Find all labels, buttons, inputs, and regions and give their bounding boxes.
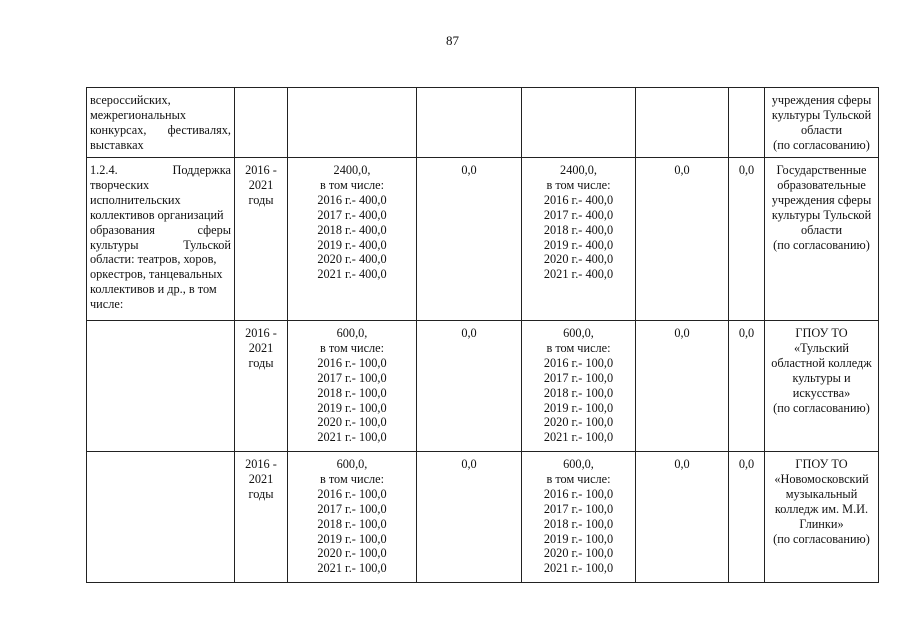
cell-line: (по согласованию)	[773, 400, 870, 415]
cell-municipal	[636, 88, 729, 158]
cell-line: 2017 г.- 400,0	[543, 207, 614, 222]
cell-federal	[417, 88, 522, 158]
cell-line: коллективов и др., в том	[90, 282, 217, 297]
cell-line: в том числе:	[319, 471, 385, 486]
cell-total	[288, 88, 417, 158]
cell-line: 2017 г.- 400,0	[317, 207, 387, 222]
cell-line: в том числе:	[319, 177, 385, 192]
cell-measure	[87, 158, 235, 321]
cell-line: 2021 г.- 100,0	[543, 561, 614, 576]
cell-municipal	[636, 158, 729, 321]
cell-line: 2019 г.- 400,0	[317, 237, 387, 252]
cell-total	[288, 452, 417, 583]
cell-line: 2016 -	[245, 163, 277, 177]
table-row	[87, 158, 879, 321]
cell-line: 2017 г.- 100,0	[543, 370, 614, 385]
cell-line: 2020 г.- 100,0	[317, 546, 387, 561]
cell-line	[90, 238, 231, 253]
table-row	[87, 88, 879, 158]
cell-line: 2020 г.- 100,0	[543, 415, 614, 430]
cell-line: числе:	[90, 297, 124, 312]
cell-line: 2021 г.- 400,0	[317, 267, 387, 282]
cell-executor	[765, 158, 879, 321]
cell-line: годы	[248, 355, 274, 370]
cell-line: 0,0	[674, 326, 690, 340]
word: сферы	[197, 222, 231, 237]
cell-line: исполнительских	[90, 192, 181, 207]
word: Поддержка	[172, 163, 231, 177]
cell-line: 2019 г.- 100,0	[543, 400, 614, 415]
cell-line: ГПОУ ТО	[795, 326, 848, 340]
program-table	[86, 87, 879, 583]
cell-executor	[765, 452, 879, 583]
cell-line: творческих	[90, 177, 150, 192]
table-row	[87, 452, 879, 583]
word: образования	[90, 222, 155, 237]
cell-line: 2021	[248, 177, 274, 192]
cell-line: «Тульский	[794, 340, 849, 355]
cell-municipal	[636, 452, 729, 583]
cell-line: 2016 г.- 400,0	[317, 192, 387, 207]
cell-line: годы	[248, 192, 274, 207]
cell-measure	[87, 321, 235, 452]
cell-total	[288, 321, 417, 452]
cell-line: 2019 г.- 100,0	[543, 531, 614, 546]
cell-line: 0,0	[461, 163, 477, 177]
cell-line: 0,0	[738, 457, 755, 471]
cell-line: выставках	[90, 137, 144, 152]
cell-line: учреждения сферы	[771, 192, 872, 207]
cell-line: области	[800, 122, 843, 137]
word: Тульской	[183, 237, 231, 252]
cell-line: 0,0	[738, 326, 755, 340]
cell-line: учреждения сферы	[771, 93, 872, 107]
page-number: 87	[446, 33, 459, 48]
cell-regional	[522, 158, 636, 321]
cell-municipal	[636, 321, 729, 452]
cell-other	[729, 88, 765, 158]
cell-line: искусства»	[792, 385, 851, 400]
cell-line: ГПОУ ТО	[795, 457, 848, 471]
cell-line: 2020 г.- 100,0	[543, 546, 614, 561]
word: конкурсах,	[90, 122, 147, 137]
cell-line: 2020 г.- 100,0	[317, 415, 387, 430]
cell-line: области: театров, хоров,	[90, 252, 217, 267]
cell-line: в том числе:	[546, 471, 611, 486]
cell-line: 2021	[248, 340, 274, 355]
cell-line: культуры Тульской	[771, 207, 872, 222]
cell-line: 2016 -	[245, 326, 277, 340]
cell-line: (по согласованию)	[773, 237, 870, 252]
cell-line: (по согласованию)	[773, 137, 870, 152]
cell-period	[235, 452, 288, 583]
cell-executor	[765, 321, 879, 452]
cell-measure	[87, 452, 235, 583]
cell-line: 600,0,	[336, 326, 368, 340]
cell-line: 2016 г.- 400,0	[543, 192, 614, 207]
cell-line: 2019 г.- 400,0	[543, 237, 614, 252]
cell-line: 2018 г.- 100,0	[543, 385, 614, 400]
cell-federal	[417, 158, 522, 321]
cell-line: 2021	[248, 471, 274, 486]
cell-line: 600,0,	[563, 457, 594, 471]
cell-line: музыкальный	[785, 486, 858, 501]
cell-line	[90, 223, 231, 238]
cell-line: 2016 г.- 100,0	[543, 486, 614, 501]
word: 1.2.4.	[90, 163, 118, 177]
cell-line: 2016 г.- 100,0	[543, 355, 614, 370]
cell-line: 2018 г.- 400,0	[543, 222, 614, 237]
cell-line: 2400,0,	[560, 163, 597, 177]
cell-line: культуры и	[792, 370, 851, 385]
cell-line: оркестров, танцевальных	[90, 267, 223, 282]
cell-line: 0,0	[738, 163, 755, 177]
cell-line: 2400,0,	[333, 163, 371, 177]
cell-line: 2018 г.- 400,0	[317, 222, 387, 237]
cell-line: 2021 г.- 100,0	[543, 430, 614, 445]
cell-period	[235, 158, 288, 321]
cell-executor	[765, 88, 879, 158]
word: фестивалях,	[167, 122, 231, 137]
cell-line: коллективов организаций	[90, 207, 224, 222]
cell-line	[90, 163, 231, 178]
cell-line: 2021 г.- 400,0	[543, 267, 614, 282]
cell-line: в том числе:	[546, 177, 611, 192]
cell-other	[729, 158, 765, 321]
cell-line: области	[800, 222, 843, 237]
cell-line: 2020 г.- 400,0	[543, 252, 614, 267]
cell-line: колледж им. М.И.	[774, 501, 869, 516]
cell-line: «Новомосковский	[774, 471, 869, 486]
cell-line: образовательные	[777, 177, 866, 192]
cell-line: 2021 г.- 100,0	[317, 561, 387, 576]
cell-measure	[87, 88, 235, 158]
cell-period	[235, 321, 288, 452]
table-body	[87, 88, 879, 583]
cell-line: 0,0	[461, 326, 477, 340]
cell-line: культуры Тульской	[771, 107, 872, 122]
cell-line: 2019 г.- 100,0	[317, 531, 387, 546]
cell-line: всероссийских,	[90, 93, 171, 107]
cell-line: 2018 г.- 100,0	[543, 516, 614, 531]
cell-line: 2016 г.- 100,0	[317, 355, 387, 370]
cell-line: в том числе:	[546, 340, 611, 355]
cell-line: 2018 г.- 100,0	[317, 516, 387, 531]
cell-federal	[417, 452, 522, 583]
cell-line: в том числе:	[319, 340, 385, 355]
cell-other	[729, 321, 765, 452]
cell-line: 0,0	[674, 163, 690, 177]
cell-other	[729, 452, 765, 583]
cell-federal	[417, 321, 522, 452]
cell-line: 2017 г.- 100,0	[543, 501, 614, 516]
cell-line: 2019 г.- 100,0	[317, 400, 387, 415]
cell-regional	[522, 88, 636, 158]
cell-line: 2017 г.- 100,0	[317, 370, 387, 385]
cell-line: Глинки»	[799, 516, 844, 531]
cell-line: годы	[248, 486, 274, 501]
cell-regional	[522, 321, 636, 452]
cell-line: 2016 -	[245, 457, 277, 471]
cell-line: 2017 г.- 100,0	[317, 501, 387, 516]
cell-line: 0,0	[674, 457, 690, 471]
cell-line: 2021 г.- 100,0	[317, 430, 387, 445]
cell-line: 600,0,	[563, 326, 594, 340]
table-row	[87, 321, 879, 452]
cell-line: 2018 г.- 100,0	[317, 385, 387, 400]
cell-line	[90, 123, 231, 138]
cell-period	[235, 88, 288, 158]
cell-line: областной колледж	[771, 355, 872, 370]
cell-line: (по согласованию)	[773, 531, 870, 546]
cell-regional	[522, 452, 636, 583]
cell-line: 2016 г.- 100,0	[317, 486, 387, 501]
cell-line: Государственные	[776, 163, 867, 177]
word: культуры	[90, 237, 139, 252]
cell-line: 600,0,	[336, 457, 368, 471]
cell-line: межрегиональных	[90, 107, 186, 122]
cell-line: 0,0	[461, 457, 477, 471]
cell-total	[288, 158, 417, 321]
cell-line: 2020 г.- 400,0	[317, 252, 387, 267]
